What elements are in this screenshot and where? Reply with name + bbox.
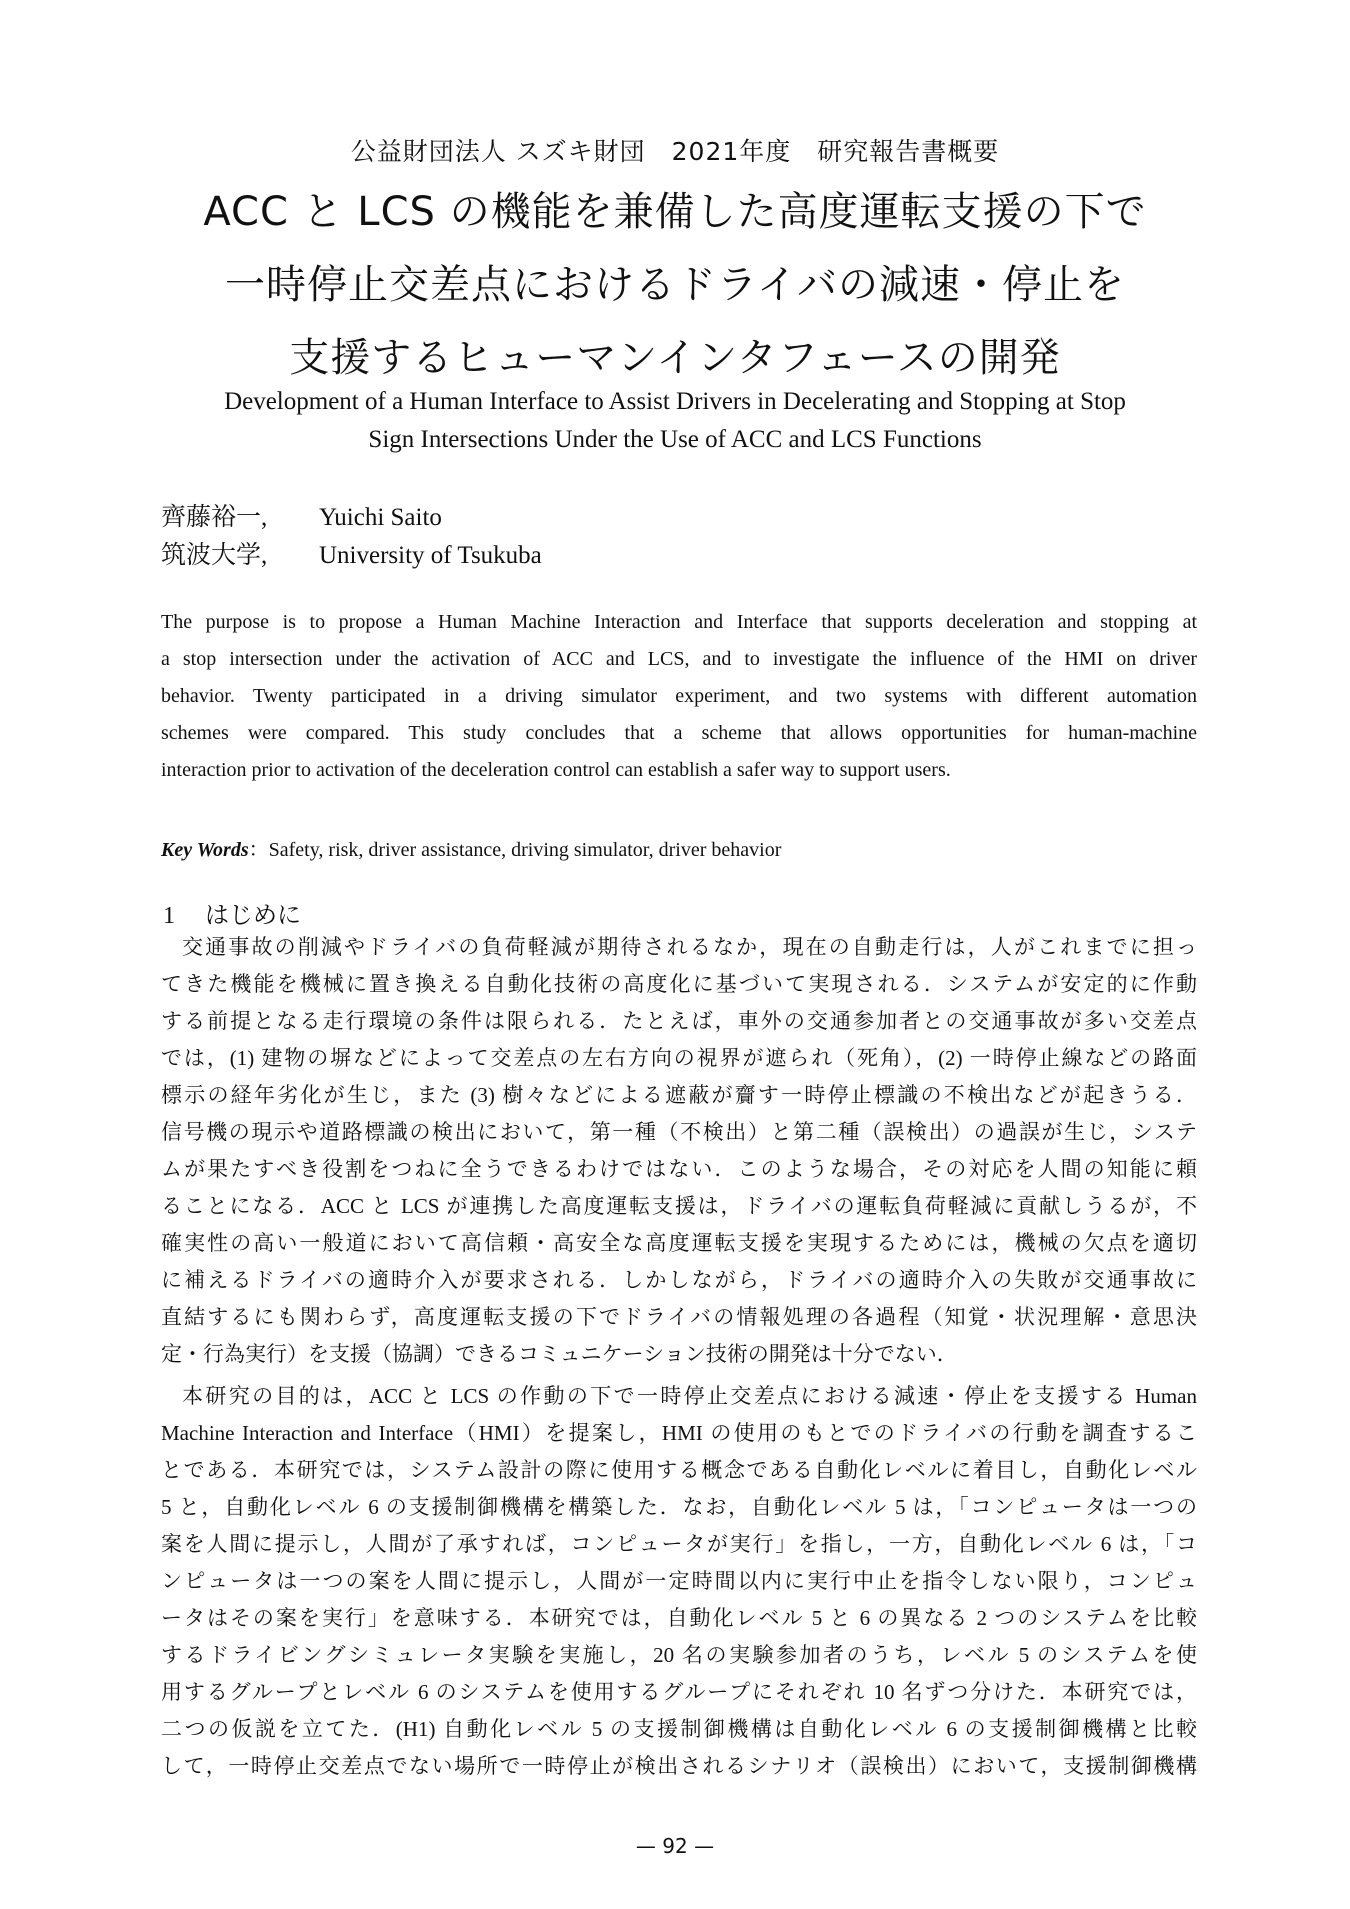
body-line: Machine Interaction and Interface（HMI）を提案し，HMI の使用のもとでのドライバの行動を調査するこ <box>161 1421 1197 1445</box>
body-line: 直結するにも関わらず，高度運転支援の下でドライバの情報処理の各過程（知覚・状況理解・意思決 <box>161 1305 1197 1329</box>
japanese-title-line: 支援するヒューマンインタフェースの開発 <box>289 335 1061 381</box>
body-line: に補えるドライバの適時介入が要求される．しかしながら，ドライバの適時介入の失敗が交通事故に <box>161 1268 1197 1292</box>
author-name-japanese: 齊藤裕一, <box>161 504 268 531</box>
keywords-separator: ： <box>248 839 269 861</box>
body-line: 本研究の目的は，ACC と LCS の作動の下で一時停止交差点における減速・停止を支援する Human <box>182 1384 1197 1408</box>
abstract-line: a stop intersection under the activation of ACC and LCS, and to investigate the influence of the HMI on driver <box>161 648 1197 670</box>
body-line: して，一時停止交差点でない場所で一時停止が検出されるシナリオ（誤検出）において，支援制御機構 <box>161 1754 1197 1778</box>
body-line: とである．本研究では，システム設計の際に使用する概念である自動化レベルに着目し，自動化レベル <box>161 1458 1197 1482</box>
body-line: する前提となる走行環境の条件は限られる．たとえば，車外の交通参加者との交通事故が多い交差点 <box>161 1009 1197 1033</box>
abstract-line: schemes were compared. This study concludes that a scheme that allows opportunities for human-machine <box>161 722 1197 744</box>
abstract-line: behavior. Twenty participated in a driving simulator experiment, and two systems with different automation <box>161 685 1197 707</box>
body-line: 確実性の高い一般道において高信頼・高安全な高度運転支援を実現するためには，機械の欠点を適切 <box>161 1231 1197 1255</box>
body-line: 二つの仮説を立てた．(H1) 自動化レベル 5 の支援制御機構は自動化レベル 6 の支援制御機構と比較 <box>161 1717 1197 1741</box>
english-title-line: Development of a Human Interface to Assist Drivers in Decelerating and Stopping at Stop <box>224 388 1126 415</box>
keywords-text: Safety, risk, driver assistance, driving simulator, driver behavior <box>268 839 782 861</box>
author-name <box>161 497 442 533</box>
body-line: ムが果たすべき役割をつねに全うできるわけではない．このような場合，その対応を人間の知能に頼 <box>161 1157 1197 1181</box>
body-line: ータはその案を実行」を意味する．本研究では，自動化レベル 5 と 6 の異なる 2 つのシステムを比較 <box>161 1606 1197 1630</box>
body-line: 用するグループとレベル 6 のシステムを使用するグループにそれぞれ 10 名ずつ分けた．本研究では， <box>161 1680 1197 1704</box>
author-affiliation <box>161 535 542 571</box>
body-line: では，(1) 建物の塀などによって交差点の左右方向の視界が遮られ（死角），(2) 一時停止線などの路面 <box>161 1046 1197 1070</box>
page-number: — 92 — <box>635 1834 715 1858</box>
affiliation-japanese: 筑波大学, <box>161 542 268 569</box>
body-line: するドライビングシミュレータ実験を実施し，20 名の実験参加者のうち，レベル 5 のシステムを使 <box>161 1643 1197 1667</box>
body-line: ることになる．ACC と LCS が連携した高度運転支援は，ドライバの運転負荷軽減に貢献しうるが，不 <box>161 1194 1197 1218</box>
author-name-english: Yuichi Saito <box>319 504 442 531</box>
body-line: 定・行為実行）を支援（協調）できるコミュニケーション技術の開発は十分でない． <box>161 1342 958 1366</box>
english-title-line: Sign Intersections Under the Use of ACC and LCS Functions <box>368 426 982 453</box>
keywords-label: Key Words <box>161 839 249 861</box>
japanese-title-line: 一時停止交差点におけるドライバの減速・停止を <box>225 262 1125 308</box>
body-line: 案を人間に提示し，人間が了承すれば，コンピュータが実行」を指し，一方，自動化レベル 6 は，「コ <box>161 1532 1197 1556</box>
body-line: 標示の経年劣化が生じ，また (3) 樹々などによる遮蔽が齎す一時停止標識の不検出などが起きうる． <box>161 1083 1197 1107</box>
body-line: ンピュータは一つの案を人間に提示し，人間が一定時間以内に実行中止を指令しない限り，コンピュ <box>161 1569 1197 1593</box>
affiliation-english: University of Tsukuba <box>319 542 542 569</box>
section-number: 1 <box>163 903 175 929</box>
japanese-title-line: ACC と LCS の機能を兼備した高度運転支援の下で <box>203 189 1147 235</box>
section-heading <box>163 895 301 930</box>
body-line: 交通事故の削減やドライバの負荷軽減が期待されるなか，現在の自動走行は，人がこれまでに担っ <box>182 935 1197 959</box>
report-header: 公益財団法人 スズキ財団 2021年度 研究報告書概要 <box>350 137 1000 166</box>
body-line: 5 と，自動化レベル 6 の支援制御機構を構築した．なお，自動化レベル 5 は，「コンピュータは一つの <box>161 1495 1197 1519</box>
section-title: はじめに <box>205 901 301 929</box>
body-line: 信号機の現示や道路標識の検出において，第一種（不検出）と第二種（誤検出）の過誤が生じ，システ <box>161 1120 1197 1144</box>
abstract-line: interaction prior to activation of the deceleration control can establish a safer way to support users. <box>161 759 951 781</box>
abstract-line: The purpose is to propose a Human Machine Interaction and Interface that supports deceleration and stopping at <box>161 611 1197 633</box>
body-line: てきた機能を機械に置き換える自動化技術の高度化に基づいて実現される．システムが安定的に作動 <box>161 972 1197 996</box>
keywords <box>161 833 781 862</box>
